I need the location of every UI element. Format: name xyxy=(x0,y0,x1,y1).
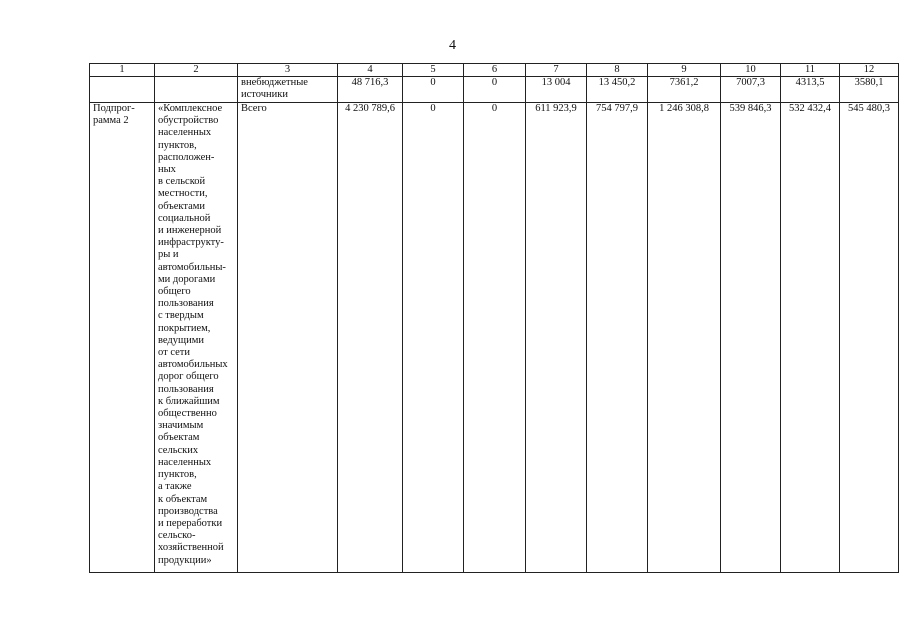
column-number: 10 xyxy=(721,64,781,77)
column-number: 4 xyxy=(338,64,403,77)
program-title-cell xyxy=(155,77,238,103)
value-cell: 0 xyxy=(403,77,464,103)
column-number: 11 xyxy=(781,64,840,77)
program-cell: Подпрог- рамма 2 xyxy=(90,103,155,573)
program-cell xyxy=(90,77,155,103)
funding-source-cell: внебюджетные источники xyxy=(238,77,338,103)
table-row xyxy=(90,103,899,573)
table-row xyxy=(90,77,899,103)
value-cell: 4313,5 xyxy=(781,77,840,103)
column-number: 6 xyxy=(464,64,526,77)
value-cell: 1 246 308,8 xyxy=(648,103,721,573)
column-number: 8 xyxy=(587,64,648,77)
value-cell: 545 480,3 xyxy=(840,103,899,573)
column-number: 12 xyxy=(840,64,899,77)
column-number: 1 xyxy=(90,64,155,77)
value-cell: 0 xyxy=(403,103,464,573)
value-cell: 539 846,3 xyxy=(721,103,781,573)
column-number: 7 xyxy=(526,64,587,77)
value-cell: 0 xyxy=(464,103,526,573)
column-number: 9 xyxy=(648,64,721,77)
value-cell: 532 432,4 xyxy=(781,103,840,573)
page-number: 4 xyxy=(449,38,456,53)
value-cell: 13 004 xyxy=(526,77,587,103)
value-cell: 7361,2 xyxy=(648,77,721,103)
value-cell: 754 797,9 xyxy=(587,103,648,573)
column-number: 5 xyxy=(403,64,464,77)
value-cell: 7007,3 xyxy=(721,77,781,103)
column-number-row xyxy=(90,64,899,77)
value-cell: 611 923,9 xyxy=(526,103,587,573)
budget-table xyxy=(89,63,899,573)
value-cell: 13 450,2 xyxy=(587,77,648,103)
funding-source-cell: Всего xyxy=(238,103,338,573)
program-title-cell: «Комплексное обустройство населенных пунктов, расположен- ных в сельской местности, объектами социальной и инженерной инфраструкту- ры и автомобильны- ми дорогами общего пользования с твердым покрытием, ведущими от сети автомобильных дорог общего пользования к ближайшим общественно значимым объектам сельских населенных пунктов, а также к объектам производства и переработки сельско- хозяйственной продукции» xyxy=(155,103,238,573)
value-cell: 3580,1 xyxy=(840,77,899,103)
value-cell: 48 716,3 xyxy=(338,77,403,103)
column-number: 2 xyxy=(155,64,238,77)
value-cell: 4 230 789,6 xyxy=(338,103,403,573)
column-number: 3 xyxy=(238,64,338,77)
value-cell: 0 xyxy=(464,77,526,103)
